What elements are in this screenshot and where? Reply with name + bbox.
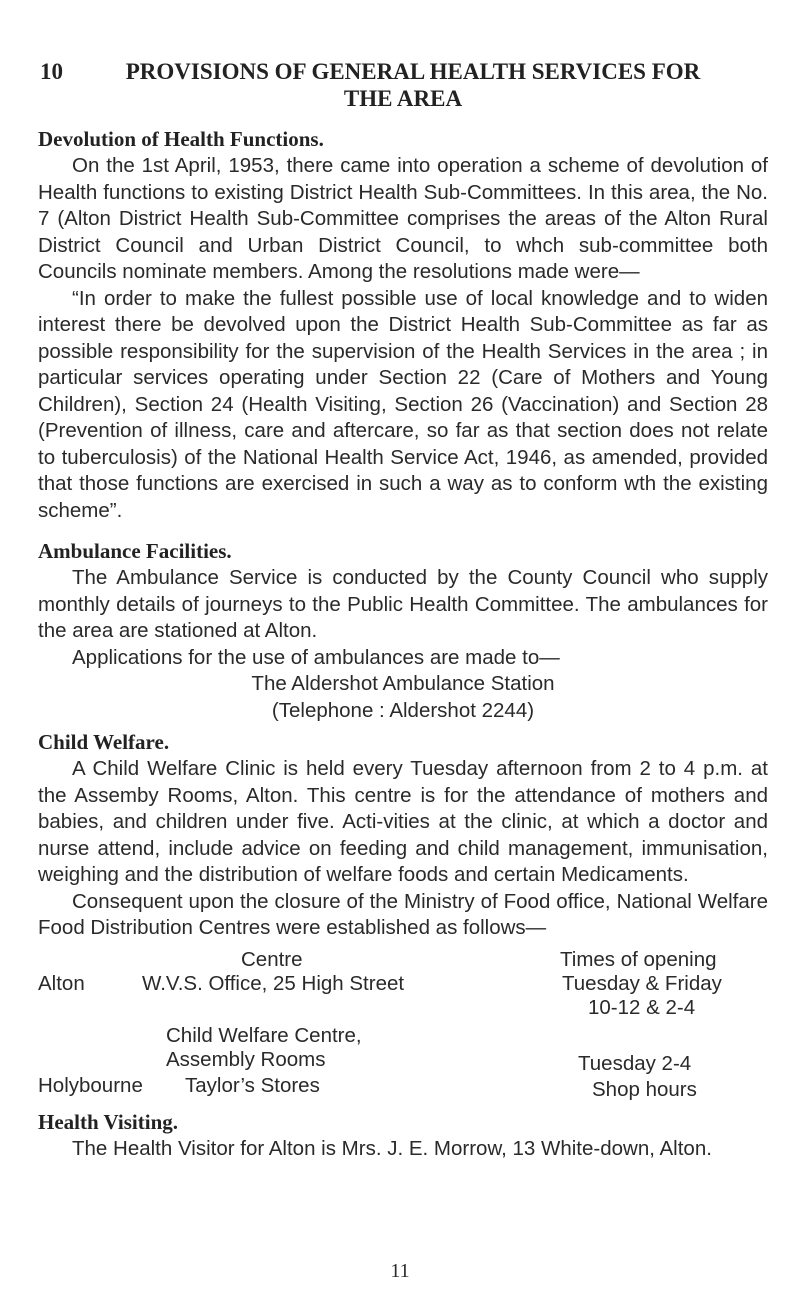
child-welfare-heading: Child Welfare. xyxy=(38,730,170,754)
row-alton-centre: W.V.S. Office, 25 High Street xyxy=(142,971,405,995)
ambulance-telephone: (Telephone : Aldershot 2244) xyxy=(271,698,535,722)
table-header-centre: Centre xyxy=(241,947,303,971)
row-cwc-centre-1: Child Welfare Centre, xyxy=(166,1023,362,1047)
distribution-table xyxy=(38,948,768,1108)
row-holybourne-place: Holybourne xyxy=(38,1073,143,1097)
ambulance-station: The Aldershot Ambulance Station xyxy=(251,672,555,695)
page-title xyxy=(38,58,768,112)
ambulance-section xyxy=(38,537,768,724)
ambulance-heading: Ambulance Facilities. xyxy=(38,539,232,563)
health-visiting-paragraph: The Health Visitor for Alton is Mrs. J. E. Morrow, 13 White-down, Alton. xyxy=(72,1136,712,1160)
table-header-times: Times of opening xyxy=(560,947,717,971)
devolution-heading: Devolution of Health Functions. xyxy=(38,127,324,151)
child-welfare-paragraph: A Child Welfare Clinic is held every Tuesday afternoon from 2 to 4 p.m. at the Assemby Rooms, Alton. This centre is for the attendance of mothers and babies, and children under five. Acti-vities at the clinic, at which a doctor and nurse attend, include advice on feeding and child management, immunisation, weighing and the distribution of welfare foods and certain Medicaments. xyxy=(38,757,768,886)
child-welfare-distribution: Consequent upon the closure of the Ministry of Food office, National Welfare Food Distribution Centres were established as follows— xyxy=(38,889,768,939)
title-line-1: PROVISIONS OF GENERAL HEALTH SERVICES FOR xyxy=(125,59,701,84)
row-alton-times-1: Tuesday & Friday xyxy=(562,971,722,995)
devolution-section xyxy=(38,125,768,524)
header-page-number: 10 xyxy=(40,59,63,84)
ambulance-applications: Applications for the use of ambulances are made to— xyxy=(72,645,560,669)
health-visiting-section xyxy=(38,1108,768,1163)
document-page xyxy=(38,58,768,1162)
row-holybourne-times: Shop hours xyxy=(592,1077,697,1101)
devolution-paragraph: On the 1st April, 1953, there came into operation a scheme of devolution of Health functions to existing District Health Sub-Committees. In this area, the No. 7 (Alton District Health Sub-Committee comprises the areas of the Alton Rural District Council and Urban District Council, to whch sub-committee both Councils nominate members. Among the resolutions made were— xyxy=(38,154,768,283)
row-holybourne-centre: Taylor’s Stores xyxy=(185,1073,320,1097)
row-cwc-centre-2: Assembly Rooms xyxy=(166,1047,326,1071)
footer-page-number: 11 xyxy=(390,1260,410,1282)
title-line-2: THE AREA xyxy=(343,86,463,111)
row-cwc-times: Tuesday 2-4 xyxy=(578,1051,692,1075)
row-alton-times-2: 10-12 & 2-4 xyxy=(588,995,696,1019)
ambulance-paragraph: The Ambulance Service is conducted by the County Council who supply monthly details of journeys to the Public Health Committee. The ambulances for the area are stationed at Alton. xyxy=(38,566,768,642)
devolution-quote: “In order to make the fullest possible use of local knowledge and to widen interest there be devolved upon the District Health Sub-Committee as far as possible responsibility for the supervision of the Health Services in the area ; in particular services operating under Section 22 (Care of Mothers and Young Children), Section 24 (Health Visiting, Section 26 (Vaccination) and Section 28 (Prevention of illness, care and aftercare, so far as that section does not relate to tuberculosis) of the National Health Service Act, 1946, as amended, provided that those functions are exercised in such a way as to conform wth the existing scheme”. xyxy=(38,286,768,522)
child-welfare-section xyxy=(38,728,768,942)
row-alton-place: Alton xyxy=(38,971,85,995)
health-visiting-heading: Health Visiting. xyxy=(38,1109,179,1134)
